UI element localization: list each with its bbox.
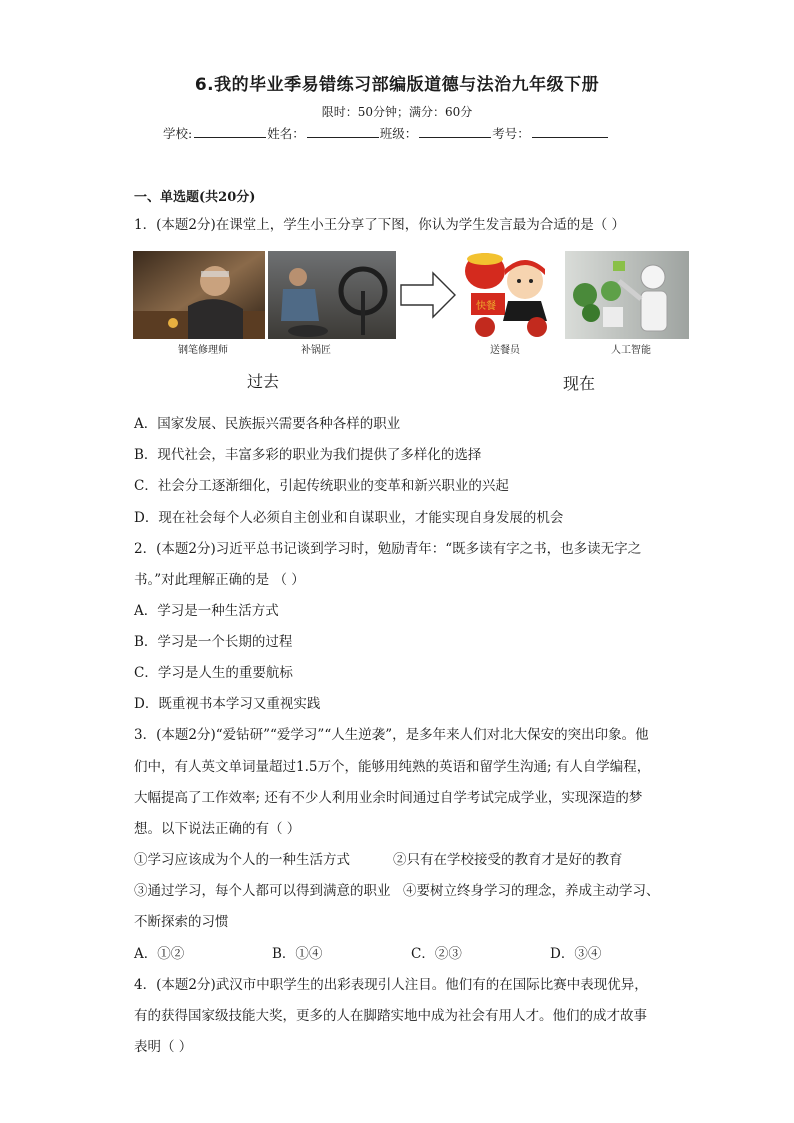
caption-pen-repairer: 钢笔修理师 — [178, 345, 228, 356]
section-title: 一、单选题(共20分) — [134, 190, 256, 205]
q2-stem-line1: 2．(本题2分)习近平总书记谈到学习时，勉励青年：“既多读有字之书，也多读无字之 — [134, 541, 642, 557]
q3-statement-4-cont: 不断探索的习惯 — [134, 914, 229, 930]
q4-stem-line1: 4．(本题2分)武汉市中职学生的出彩表现引人注目。他们有的在国际比赛中表现优异， — [134, 977, 648, 993]
name-label: 姓名： — [267, 126, 305, 141]
q3-statement-1: ①学习应该成为个人的一种生活方式 — [134, 852, 350, 868]
q2-option-d[interactable]: D．既重视书本学习又重视实践 — [134, 696, 321, 712]
page-title: 6.我的毕业季易错练习部编版道德与法治九年级下册 — [194, 75, 600, 95]
q3-statement-3: ③通过学习，每个人都可以得到满意的职业 — [134, 883, 391, 899]
class-blank[interactable] — [419, 125, 491, 138]
q1-option-b[interactable]: B．现代社会，丰富多彩的职业为我们提供了多样化的选择 — [134, 447, 482, 463]
q1-figure — [133, 251, 689, 343]
q3-stem-line4: 想。以下说法正确的有（ ） — [134, 821, 301, 837]
q2-stem-line2: 书。”对此理解正确的是 （ ） — [134, 572, 305, 588]
pen-repairer-image — [133, 251, 265, 339]
time-score-line: 限时：50分钟；满分：60分 — [321, 105, 473, 119]
q3-stem-line3: 大幅提高了工作效率; 还有不少人利用业余时间通过自学考试完成学业，实现深造的梦 — [134, 790, 643, 806]
pot-repairer-image — [268, 251, 396, 339]
ai-robot-image — [565, 251, 689, 339]
arrow-right-icon — [401, 273, 455, 317]
past-label: 过去 — [247, 372, 280, 391]
q1-option-d[interactable]: D．现在社会每个人必须自主创业和自谋职业，才能实现自身发展的机会 — [134, 510, 564, 526]
exam-no-label: 考号： — [492, 126, 530, 141]
now-label: 现在 — [563, 374, 596, 393]
q3-statement-2: ②只有在学校接受的教育才是好的教育 — [393, 852, 623, 868]
q2-option-b[interactable]: B．学习是一个长期的过程 — [134, 634, 293, 650]
q1-option-a[interactable]: A．国家发展、民族振兴需要各种各样的职业 — [134, 416, 401, 432]
delivery-badge-text: 快餐 — [476, 301, 496, 312]
student-info-line — [163, 124, 609, 142]
q4-stem-line2: 有的获得国家级技能大奖，更多的人在脚踏实地中成为社会有用人才。他们的成才故事 — [134, 1008, 647, 1024]
q3-option-b[interactable]: B．①④ — [272, 946, 323, 962]
school-blank[interactable] — [194, 125, 266, 138]
q3-statement-4: ④要树立终身学习的理念，养成主动学习、 — [403, 883, 660, 899]
q3-option-d[interactable]: D．③④ — [550, 946, 602, 962]
q4-stem-line3: 表明（ ） — [134, 1039, 193, 1055]
delivery-person-image — [463, 251, 558, 339]
q3-option-c[interactable]: C．②③ — [411, 946, 462, 962]
q3-options-row — [134, 942, 601, 962]
caption-delivery: 送餐员 — [490, 345, 520, 356]
q1-stem: 1．(本题2分)在课堂上，学生小王分享了下图，你认为学生发言最为合适的是（ ） — [134, 217, 626, 233]
exam-no-blank[interactable] — [532, 125, 608, 138]
caption-ai: 人工智能 — [611, 345, 651, 356]
name-blank[interactable] — [307, 125, 379, 138]
school-label: 学校: — [163, 126, 193, 141]
class-label: 班级： — [379, 126, 418, 141]
q3-option-a[interactable]: A．①② — [134, 946, 185, 962]
caption-pot-repairer: 补锅匠 — [301, 345, 331, 356]
q2-option-a[interactable]: A．学习是一种生活方式 — [134, 603, 279, 619]
q3-stem-line1: 3．(本题2分)“爱钻研”“爱学习”“人生逆袭”，是多年来人们对北大保安的突出印象。他 — [134, 727, 649, 743]
q1-option-c[interactable]: C．社会分工逐渐细化，引起传统职业的变革和新兴职业的兴起 — [134, 478, 509, 494]
q2-option-c[interactable]: C．学习是人生的重要航标 — [134, 665, 293, 681]
q3-stem-line2: 们中，有人英文单词量超过1.5万个，能够用纯熟的英语和留学生沟通; 有人自学编程， — [134, 759, 651, 775]
